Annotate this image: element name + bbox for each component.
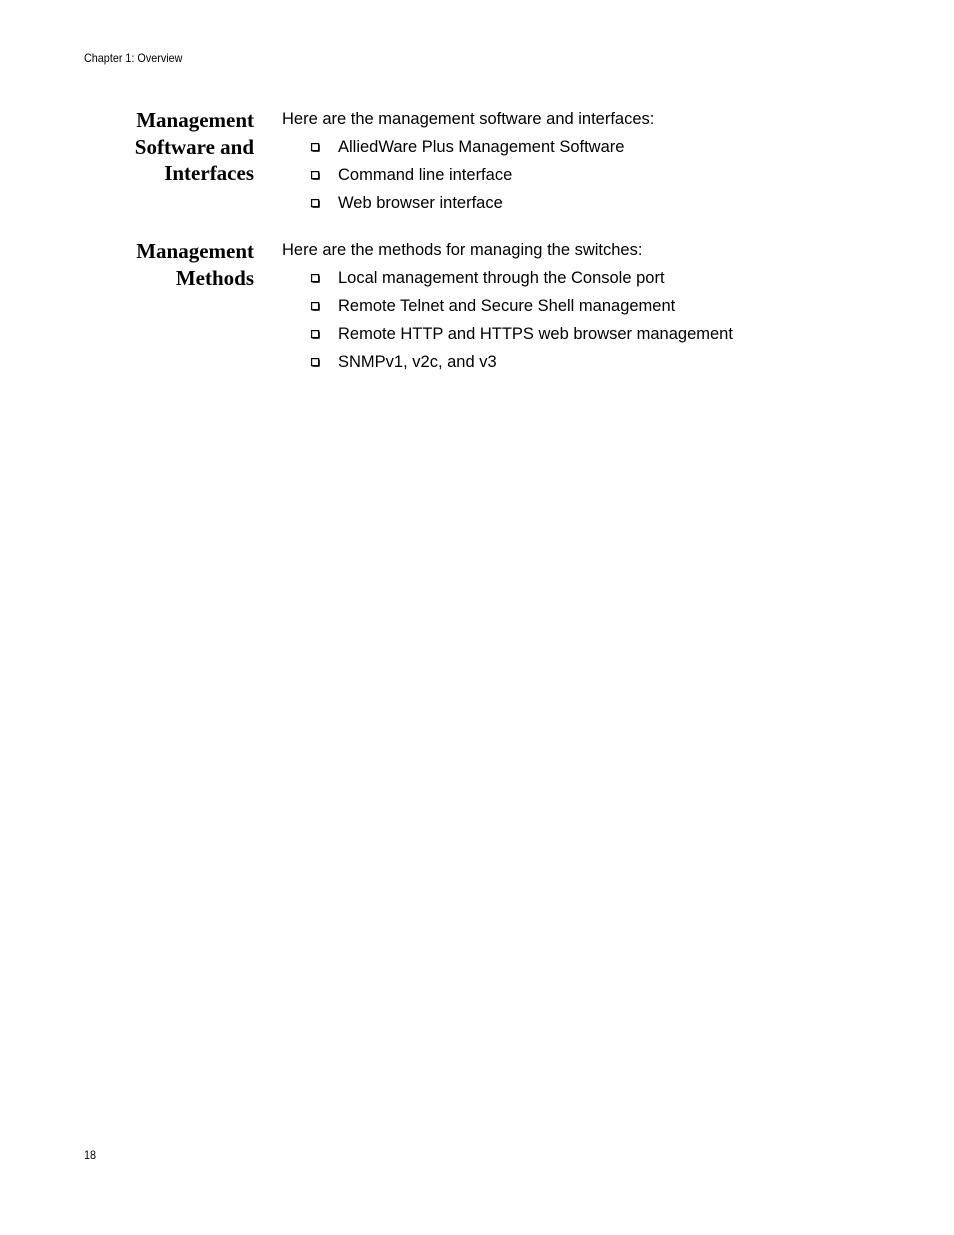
heading-line: Software and: [134, 134, 254, 159]
section-heading: [54, 107, 254, 187]
box-bullet-icon: [311, 274, 320, 283]
list-item-text: Remote HTTP and HTTPS web browser management: [338, 325, 733, 343]
heading-line: Methods: [175, 265, 254, 290]
bullet-list: [282, 268, 902, 380]
intro-text: Here are the methods for managing the switches:: [282, 241, 643, 259]
box-bullet-icon: [311, 171, 320, 180]
list-item-text: Remote Telnet and Secure Shell management: [338, 297, 676, 315]
page-number: 18: [84, 1148, 97, 1162]
list-item-text: Web browser interface: [338, 194, 503, 212]
box-bullet-icon: [311, 358, 320, 367]
box-bullet-icon: [311, 143, 320, 152]
section-heading: [54, 238, 254, 291]
list-item: [282, 296, 902, 324]
list-item-text: Command line interface: [338, 166, 513, 184]
heading-line: Interfaces: [164, 161, 254, 185]
list-item-text: Local management through the Console port: [338, 269, 665, 287]
intro-text: Here are the management software and interfaces:: [282, 110, 655, 128]
running-header: Chapter 1: Overview: [84, 51, 183, 65]
heading-line: Management: [136, 239, 254, 263]
list-item-text: AlliedWare Plus Management Software: [338, 138, 625, 156]
list-item: [282, 165, 902, 193]
list-item: [282, 193, 902, 221]
box-bullet-icon: [311, 302, 320, 311]
box-bullet-icon: [311, 330, 320, 339]
list-item: [282, 268, 902, 296]
list-item: [282, 352, 902, 380]
box-bullet-icon: [311, 199, 320, 208]
heading-line: Management: [136, 108, 254, 132]
bullet-list: [282, 137, 902, 221]
list-item-text: SNMPv1, v2c, and v3: [338, 353, 497, 371]
section-body: [282, 109, 902, 213]
section-body: [282, 240, 902, 372]
list-item: [282, 324, 902, 352]
list-item: [282, 137, 902, 165]
